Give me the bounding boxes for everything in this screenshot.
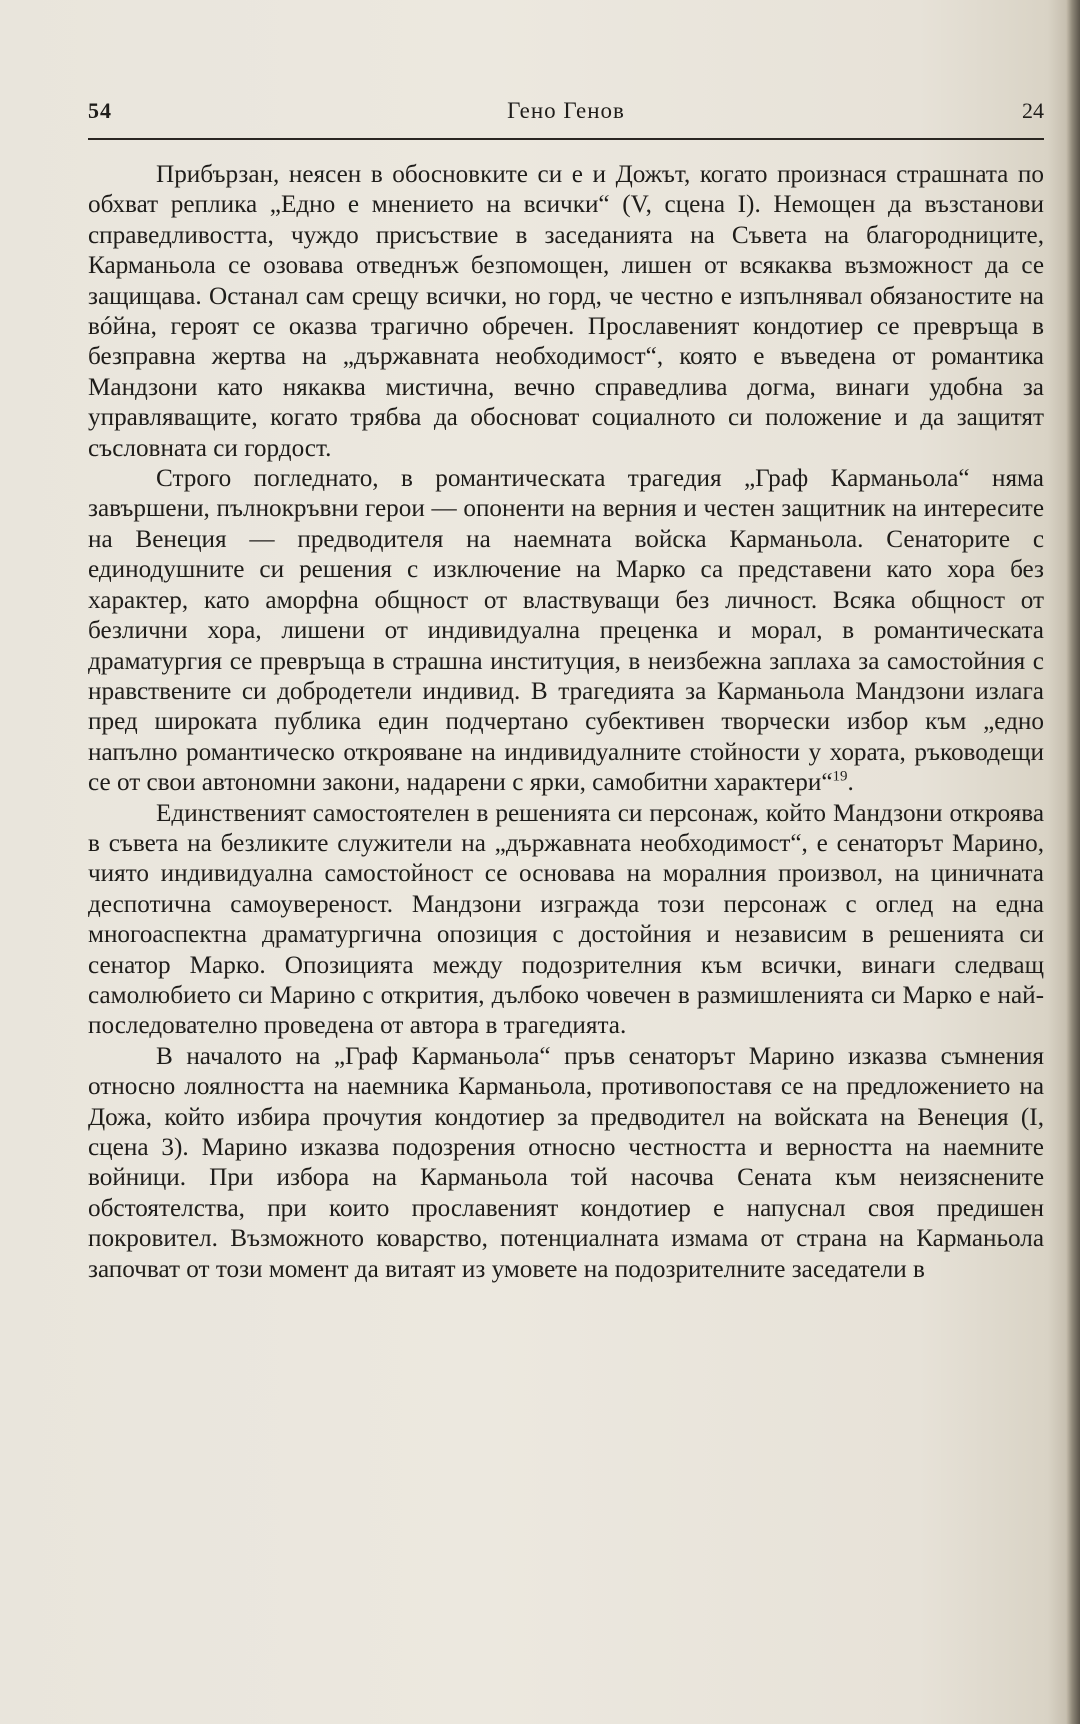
footnote-marker: 19 bbox=[832, 768, 848, 785]
paragraph: В началото на „Граф Карманьола“ пръв сенаторът Марино изказва съмнения относно лоялността на наемника Карманьола, противопоставя се на предложението на Дожа, който избира прочутия кондотиер за предводител на войската на Венеция (I, сцена 3). Марино изказва подозрения относно честността и верността на наемните войници. При избора на Карманьола той насочва Сената към неизяснените обстоятелства, при които прославеният кондотиер е напуснал своя предишен покровител. Възможното коварство, потенциалната измама от страна на Карманьола започват от този момент да витаят из умовете на подозрителните заседатели в bbox=[88, 1042, 1044, 1283]
signature-number: 24 bbox=[1022, 98, 1044, 123]
paragraph-text: Строго погледнато, в романтическата трагедия „Граф Карманьола“ няма завършени, пълнокръвни герои — опоненти на верния и честен защитник на интересите на Венеция — предводителя на наемната войска Карманьола. Сенаторите с единодушните си решения с изключение на Марко са представени като хора без характер, като аморфна общност от властвуващи без личност. Всяка общност от безлични хора, лишени от индивидуална преценка и морал, в романтическата драматургия се превръща в страшна институция, в неизбежна заплаха за самостойния с нравствените си добродетели индивид. В трагедията за Карманьола Мандзони излага пред широката публика един подчертано субективен творчески избор към „едно напълно романтическо открояване на индивидуалните стойности у хората, ръководещи се от свои автономни закони, надарени с ярки, самобитни характери“ bbox=[88, 465, 1044, 797]
book-spine-edge bbox=[1066, 0, 1080, 1724]
paragraph bbox=[88, 464, 1044, 798]
page-header bbox=[88, 98, 1044, 138]
page-number: 54 bbox=[88, 98, 112, 123]
paragraph: Единственият самостоятелен в решенията си персонаж, който Мандзони откроява в съвета на безликите служители на „държавната необходимост“, е сенаторът Марино, чиято индивидуална самостойност се основава на моралния произвол, на циничната деспотична самоувереност. Мандзони изгражда този персонаж с оглед на една многоаспектна драматургична опозиция с достойния и независим в решенията си сенатор Марко. Опозицията между подозрителния към всички, винаги следващ самолюбието си Марино с открития, дълбоко човечен в размишленията си Марко е най-последователно проведена от автора в трагедията. bbox=[88, 799, 1044, 1040]
body-text bbox=[88, 160, 1044, 1285]
paragraph-tail: . bbox=[847, 769, 854, 797]
header-rule bbox=[88, 138, 1044, 140]
running-title: Гено Генов bbox=[507, 98, 625, 123]
paragraph: Прибързан, неясен в обосновките си е и Дожът, когато произнася страшната по обхват реплика „Едно е мнението на всички“ (V, сцена I). Немощен да възстанови справедливостта, чуждо присъствие в заседанията на Съвета на благородниците, Карманьола се озовава отведнъж безпомощен, лишен от всякаква възможност да се защищава. Останал сам срещу всички, но горд, че честно е изпълнявал обязаностите на вóйна, героят се оказва трагично обречен. Прославеният кондотиер се превръща в безправна жертва на „държавната необходимост“, която е въведена от романтика Мандзони като някаква мистична, вечно справедлива догма, винаги удобна за управляващите, когато трябва да обосноват социалното си положение и да защитят съсловната си гордост. bbox=[88, 161, 1044, 462]
